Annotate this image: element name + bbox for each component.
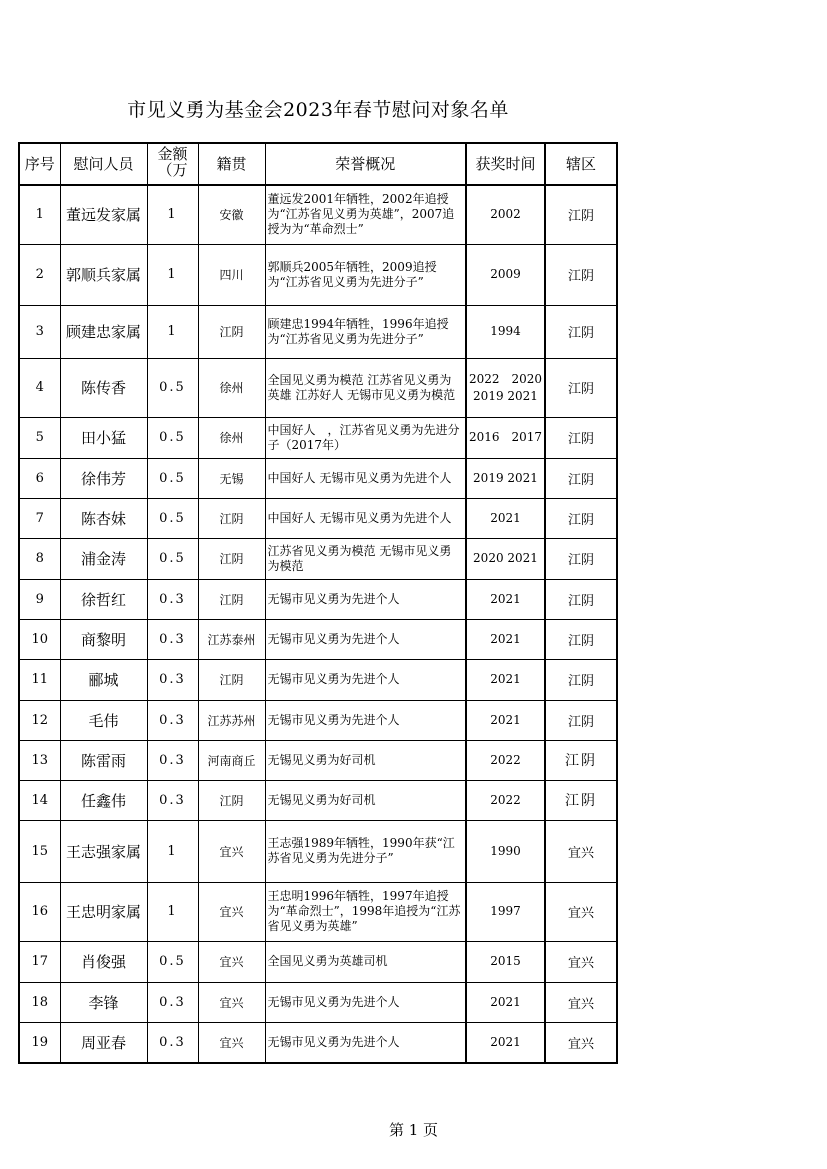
row-name: 王忠明家属 — [60, 882, 147, 941]
row-amount: 0.3 — [147, 700, 198, 740]
row-year: 2021 — [466, 982, 545, 1022]
table-row — [19, 185, 617, 244]
table-row — [19, 619, 617, 659]
row-name: 郦城 — [60, 659, 147, 700]
row-amount: 1 — [147, 882, 198, 941]
row-district: 江阴 — [545, 498, 617, 538]
table-header-row — [19, 143, 617, 185]
row-year: 2015 — [466, 941, 545, 982]
row-origin: 江苏泰州 — [198, 619, 265, 659]
row-origin: 江阴 — [198, 659, 265, 700]
row-name: 顾建忠家属 — [60, 305, 147, 358]
row-honor: 中国好人 无锡市见义勇为先进个人 — [265, 498, 466, 538]
row-name: 任鑫伟 — [60, 780, 147, 820]
row-amount: 0.3 — [147, 982, 198, 1022]
row-district: 宜兴 — [545, 820, 617, 882]
row-amount: 1 — [147, 244, 198, 305]
row-amount: 1 — [147, 185, 198, 244]
row-year: 2022 — [466, 780, 545, 820]
row-honor: 王忠明1996年牺牲，1997年追授为“革命烈士”，1998年追授为“江苏省见义勇为英雄” — [265, 882, 466, 941]
row-name: 毛伟 — [60, 700, 147, 740]
row-district: 江阴 — [545, 579, 617, 619]
recipient-table — [18, 142, 618, 1064]
row-amount: 0.5 — [147, 538, 198, 579]
row-seq: 11 — [19, 659, 60, 700]
row-district: 江阴 — [545, 417, 617, 458]
row-seq: 9 — [19, 579, 60, 619]
row-name: 田小猛 — [60, 417, 147, 458]
row-honor: 中国好人 ，江苏省见义勇为先进分子（2017年） — [265, 417, 466, 458]
row-seq: 13 — [19, 740, 60, 780]
row-honor: 顾建忠1994年牺牲，1996年追授为“江苏省见义勇为先进分子” — [265, 305, 466, 358]
header-person: 慰问人员 — [60, 143, 147, 185]
row-name: 陈传香 — [60, 358, 147, 417]
row-year: 2021 — [466, 579, 545, 619]
row-year: 1997 — [466, 882, 545, 941]
row-district: 江阴 — [545, 185, 617, 244]
row-amount: 0.3 — [147, 1022, 198, 1063]
row-amount: 0.3 — [147, 579, 198, 619]
table-row — [19, 579, 617, 619]
row-seq: 19 — [19, 1022, 60, 1063]
row-name: 周亚春 — [60, 1022, 147, 1063]
row-seq: 3 — [19, 305, 60, 358]
row-origin: 江苏苏州 — [198, 700, 265, 740]
row-honor: 无锡见义勇为好司机 — [265, 780, 466, 820]
row-amount: 0.5 — [147, 941, 198, 982]
row-honor: 无锡市见义勇为先进个人 — [265, 659, 466, 700]
row-honor: 江苏省见义勇为模范 无锡市见义勇为模范 — [265, 538, 466, 579]
row-name: 郭顺兵家属 — [60, 244, 147, 305]
row-honor: 王志强1989年牺牲，1990年获“江苏省见义勇为先进分子” — [265, 820, 466, 882]
row-year: 2022 — [466, 740, 545, 780]
row-year: 2021 — [466, 619, 545, 659]
row-seq: 4 — [19, 358, 60, 417]
table-row — [19, 417, 617, 458]
row-seq: 14 — [19, 780, 60, 820]
header-district: 辖区 — [545, 143, 617, 185]
row-name: 商黎明 — [60, 619, 147, 659]
table-body — [19, 185, 617, 1063]
header-amount — [147, 143, 198, 185]
table-row — [19, 1022, 617, 1063]
row-origin: 宜兴 — [198, 941, 265, 982]
row-origin: 江阴 — [198, 538, 265, 579]
row-name: 肖俊强 — [60, 941, 147, 982]
row-honor: 无锡市见义勇为先进个人 — [265, 1022, 466, 1063]
row-amount: 0.5 — [147, 498, 198, 538]
header-amount-text: 金额（万 — [157, 145, 188, 179]
row-seq: 16 — [19, 882, 60, 941]
row-year: 2021 — [466, 700, 545, 740]
table-row — [19, 305, 617, 358]
row-honor: 中国好人 无锡市见义勇为先进个人 — [265, 458, 466, 498]
row-origin: 宜兴 — [198, 1022, 265, 1063]
row-origin: 江阴 — [198, 305, 265, 358]
row-district: 江阴 — [545, 780, 617, 820]
row-district: 江阴 — [545, 458, 617, 498]
table-row — [19, 358, 617, 417]
row-amount: 1 — [147, 305, 198, 358]
row-honor: 郭顺兵2005年牺牲，2009追授为“江苏省见义勇为先进分子” — [265, 244, 466, 305]
row-name: 董远发家属 — [60, 185, 147, 244]
table-row — [19, 882, 617, 941]
row-district: 宜兴 — [545, 882, 617, 941]
row-origin: 江阴 — [198, 498, 265, 538]
header-origin: 籍贯 — [198, 143, 265, 185]
row-origin: 河南商丘 — [198, 740, 265, 780]
table-row — [19, 700, 617, 740]
row-district: 宜兴 — [545, 982, 617, 1022]
row-honor: 全国见义勇为英雄司机 — [265, 941, 466, 982]
row-year: 2021 — [466, 1022, 545, 1063]
header-year: 获奖时间 — [466, 143, 545, 185]
row-seq: 18 — [19, 982, 60, 1022]
row-amount: 0.5 — [147, 458, 198, 498]
row-amount: 0.3 — [147, 659, 198, 700]
row-name: 浦金涛 — [60, 538, 147, 579]
row-year: 1994 — [466, 305, 545, 358]
row-honor: 董远发2001年牺牲，2002年追授为“江苏省见义勇为英雄”，2007追授为为“革命烈士” — [265, 185, 466, 244]
table-row — [19, 820, 617, 882]
row-district: 江阴 — [545, 244, 617, 305]
row-seq: 8 — [19, 538, 60, 579]
row-year: 2019 2021 — [466, 458, 545, 498]
row-honor: 无锡市见义勇为先进个人 — [265, 619, 466, 659]
table-row — [19, 740, 617, 780]
table-row — [19, 659, 617, 700]
table-row — [19, 538, 617, 579]
row-seq: 15 — [19, 820, 60, 882]
row-origin: 无锡 — [198, 458, 265, 498]
row-district: 江阴 — [545, 619, 617, 659]
row-amount: 1 — [147, 820, 198, 882]
row-amount: 0.3 — [147, 780, 198, 820]
row-year: 2021 — [466, 498, 545, 538]
row-district: 江阴 — [545, 740, 617, 780]
row-seq: 6 — [19, 458, 60, 498]
row-amount: 0.3 — [147, 619, 198, 659]
row-district: 江阴 — [545, 305, 617, 358]
row-seq: 12 — [19, 700, 60, 740]
row-name: 李锋 — [60, 982, 147, 1022]
row-year: 1990 — [466, 820, 545, 882]
table-row — [19, 244, 617, 305]
row-district: 江阴 — [545, 700, 617, 740]
row-honor: 无锡市见义勇为先进个人 — [265, 579, 466, 619]
row-origin: 宜兴 — [198, 882, 265, 941]
row-seq: 17 — [19, 941, 60, 982]
row-district: 江阴 — [545, 659, 617, 700]
row-year: 2009 — [466, 244, 545, 305]
row-name: 陈杏妹 — [60, 498, 147, 538]
row-seq: 1 — [19, 185, 60, 244]
table-row — [19, 498, 617, 538]
row-amount: 0.5 — [147, 417, 198, 458]
row-origin: 江阴 — [198, 579, 265, 619]
row-origin: 徐州 — [198, 358, 265, 417]
row-name: 徐伟芳 — [60, 458, 147, 498]
row-district: 江阴 — [545, 358, 617, 417]
row-origin: 宜兴 — [198, 820, 265, 882]
row-year: 2021 — [466, 659, 545, 700]
row-seq: 7 — [19, 498, 60, 538]
row-district: 宜兴 — [545, 941, 617, 982]
header-seq: 序号 — [19, 143, 60, 185]
row-name: 王志强家属 — [60, 820, 147, 882]
header-honor: 荣誉概况 — [265, 143, 466, 185]
row-year: 2020 2021 — [466, 538, 545, 579]
row-year: 2002 — [466, 185, 545, 244]
row-amount: 0.5 — [147, 358, 198, 417]
row-honor: 无锡市见义勇为先进个人 — [265, 700, 466, 740]
row-district: 江阴 — [545, 538, 617, 579]
page-number: 第 1 页 — [388, 1121, 439, 1139]
row-year: 2016 2017 — [466, 417, 545, 458]
row-seq: 10 — [19, 619, 60, 659]
row-origin: 江阴 — [198, 780, 265, 820]
table-row — [19, 458, 617, 498]
row-origin: 四川 — [198, 244, 265, 305]
row-honor: 无锡见义勇为好司机 — [265, 740, 466, 780]
page-title: 市见义勇为基金会2023年春节慰问对象名单 — [127, 99, 509, 121]
row-name: 徐哲红 — [60, 579, 147, 619]
row-district: 宜兴 — [545, 1022, 617, 1063]
row-honor: 无锡市见义勇为先进个人 — [265, 982, 466, 1022]
row-honor: 全国见义勇为模范 江苏省见义勇为英雄 江苏好人 无锡市见义勇为模范 — [265, 358, 466, 417]
row-name: 陈雷雨 — [60, 740, 147, 780]
table-row — [19, 780, 617, 820]
table-row — [19, 982, 617, 1022]
row-amount: 0.3 — [147, 740, 198, 780]
row-origin: 安徽 — [198, 185, 265, 244]
table-row — [19, 941, 617, 982]
row-origin: 宜兴 — [198, 982, 265, 1022]
row-seq: 2 — [19, 244, 60, 305]
row-origin: 徐州 — [198, 417, 265, 458]
row-seq: 5 — [19, 417, 60, 458]
row-year: 2022 2020 2019 2021 — [466, 358, 545, 417]
